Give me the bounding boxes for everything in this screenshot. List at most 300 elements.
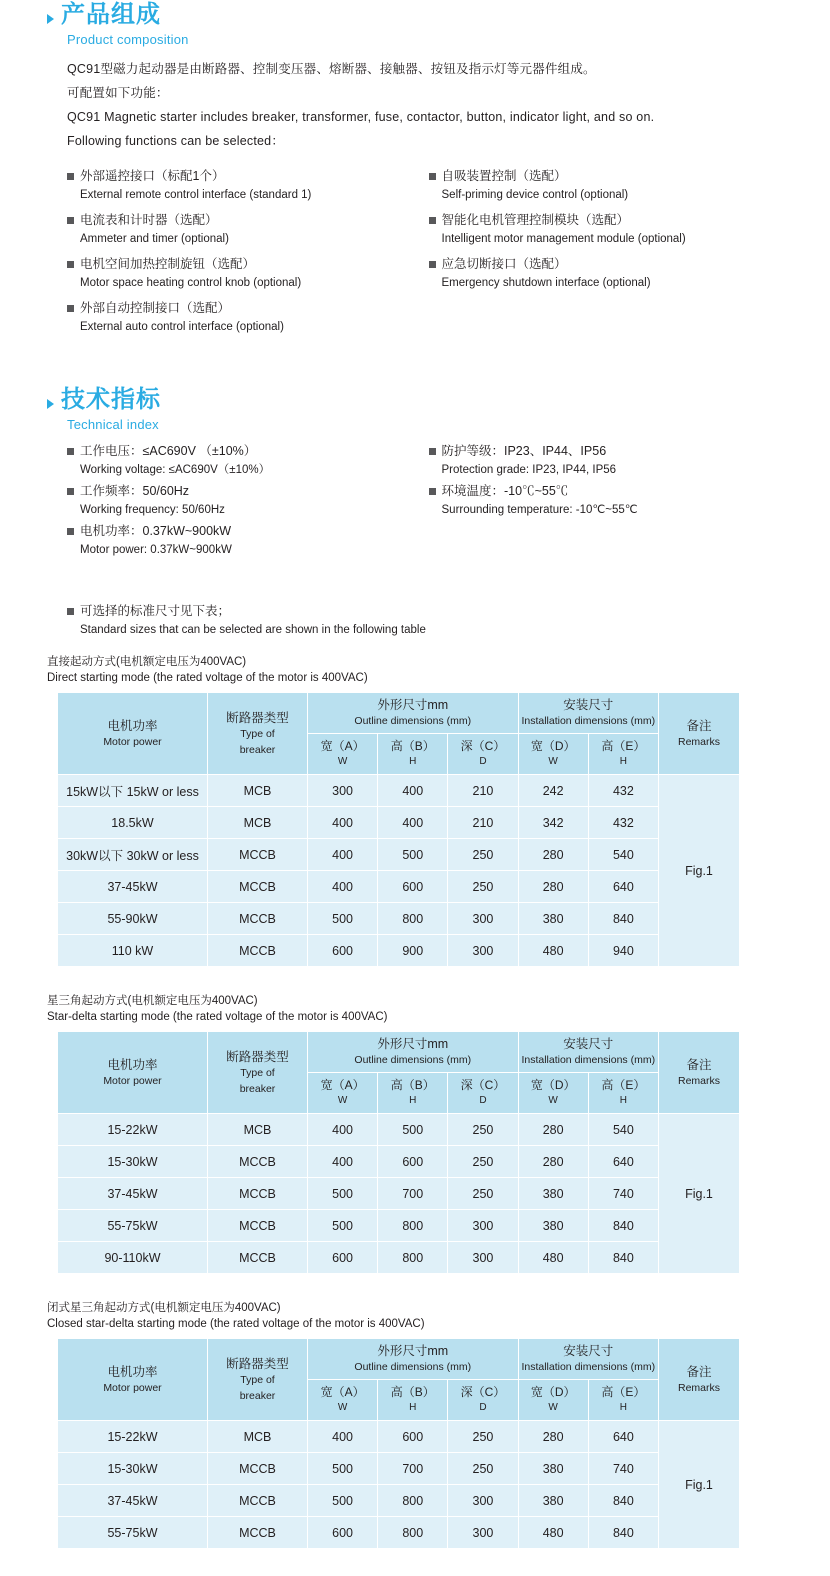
cell-height-b: 800 <box>378 1485 448 1517</box>
cell-depth-c: 210 <box>448 775 518 807</box>
header-cn: 备注 <box>686 1057 712 1072</box>
subheader-en: W <box>548 756 558 767</box>
cell-power: 15-30kW <box>58 1146 208 1178</box>
cell-height-b: 600 <box>378 871 448 903</box>
tech-column-left <box>67 442 429 562</box>
cell-height-e: 940 <box>588 935 658 967</box>
square-bullet-icon <box>67 488 74 495</box>
cell-power: 110 kW <box>58 935 208 967</box>
cell-power: 15-22kW <box>58 1114 208 1146</box>
table-row <box>58 1485 740 1517</box>
square-bullet-icon <box>67 528 74 535</box>
cell-breaker: MCCB <box>208 1453 308 1485</box>
header-remarks <box>659 1032 740 1114</box>
section-title-en: Product composition <box>67 32 189 47</box>
table-caption-cn: 直接起动方式(电机额定电压为400VAC) <box>47 656 247 668</box>
table-header-row <box>58 1339 740 1380</box>
subheader-en: H <box>619 1095 627 1106</box>
note-label-cn: 可选择的标准尺寸见下表； <box>80 604 231 618</box>
tech-label-cn: 工作频率：50/60Hz <box>80 484 190 498</box>
table-row <box>58 1114 740 1146</box>
subheader-cn: 高（E） <box>601 739 646 753</box>
note-cn-row <box>67 602 830 621</box>
cell-breaker: MCCB <box>208 839 308 871</box>
subheader-en: H <box>619 1402 627 1413</box>
table-block-direct-start <box>47 654 790 967</box>
section-technical-index <box>47 385 790 562</box>
tech-list <box>67 442 790 562</box>
tech-column-right <box>429 442 791 562</box>
feature-item <box>67 167 429 205</box>
cell-remark: Fig.1 <box>659 775 740 967</box>
cell-width-d: 280 <box>518 871 588 903</box>
feature-item <box>429 255 791 293</box>
note-label-en: Standard sizes that can be selected are shown in the following table <box>80 624 426 636</box>
header-en: Type of <box>240 727 275 740</box>
feature-label-cn: 外部自动控制接口（选配） <box>80 301 231 315</box>
cell-breaker: MCB <box>208 775 308 807</box>
feature-label-en: External auto control interface (optional) <box>80 321 284 333</box>
header-en: Outline dimensions (mm) <box>354 715 472 727</box>
section-product-composition <box>47 0 790 343</box>
sizes-table <box>57 1338 740 1549</box>
header-cn: 安装尺寸 <box>563 698 614 712</box>
header-cn: 电机功率 <box>107 718 158 733</box>
tech-label-en: Working frequency: 50/60Hz <box>80 504 225 516</box>
cell-height-b: 800 <box>378 903 448 935</box>
subheader-en: W <box>337 1095 348 1106</box>
header-outline-dimensions <box>308 1339 519 1380</box>
tech-label-cn-row <box>67 482 429 501</box>
table-row <box>58 807 740 839</box>
cell-power: 37-45kW <box>58 1485 208 1517</box>
subheader-cn: 宽（D） <box>530 739 576 753</box>
subheader-en: W <box>548 1402 558 1413</box>
cell-width-d: 480 <box>518 935 588 967</box>
subheader-cn: 宽（A） <box>320 1385 365 1399</box>
header-remarks <box>659 693 740 775</box>
tech-item <box>67 482 429 520</box>
subheader-en: D <box>479 1402 487 1413</box>
feature-label-en: External remote control interface (standard 1) <box>80 189 312 201</box>
feature-label-cn-row <box>429 211 791 230</box>
cell-power: 55-75kW <box>58 1517 208 1549</box>
cell-width-d: 380 <box>518 1485 588 1517</box>
header-en: Type of <box>240 1066 275 1079</box>
cell-width-d: 380 <box>518 903 588 935</box>
header-en: Remarks <box>677 1381 720 1394</box>
cell-height-b: 800 <box>378 1242 448 1274</box>
feature-label-cn-row <box>429 255 791 274</box>
section-heading <box>47 385 790 415</box>
cell-height-e: 640 <box>588 1421 658 1453</box>
cell-breaker: MCCB <box>208 1178 308 1210</box>
header-motor-power <box>58 1339 208 1421</box>
cell-height-b: 800 <box>378 1517 448 1549</box>
cell-height-e: 840 <box>588 903 658 935</box>
header-remarks <box>659 1339 740 1421</box>
header-cn: 安装尺寸 <box>563 1344 614 1358</box>
table-row <box>58 903 740 935</box>
cell-height-b: 500 <box>378 839 448 871</box>
header-motor-power <box>58 1032 208 1114</box>
cell-height-e: 432 <box>588 775 658 807</box>
square-bullet-icon <box>67 448 74 455</box>
cell-power: 55-75kW <box>58 1210 208 1242</box>
cell-height-e: 432 <box>588 807 658 839</box>
header-cn: 断路器类型 <box>226 1049 289 1064</box>
subheader-cn: 高（B） <box>390 739 435 753</box>
cell-height-e: 640 <box>588 1146 658 1178</box>
header-en: Motor power <box>103 1381 162 1394</box>
table-caption-en: Star-delta starting mode (the rated voltage of the motor is 400VAC) <box>47 1011 388 1023</box>
table-row <box>58 775 740 807</box>
cell-width-a: 600 <box>308 1517 378 1549</box>
cell-height-b: 500 <box>378 1114 448 1146</box>
cell-power: 90-110kW <box>58 1242 208 1274</box>
feature-label-cn: 智能化电机管理控制模块（选配） <box>441 213 630 227</box>
header-height-b <box>378 1380 448 1421</box>
cell-breaker: MCCB <box>208 903 308 935</box>
feature-label-cn: 电流表和计时器（选配） <box>80 213 218 227</box>
header-cn: 外形尺寸mm <box>377 1037 449 1051</box>
intro-paragraphs <box>67 57 790 153</box>
subheader-cn: 深（C） <box>460 1385 506 1399</box>
cell-width-a: 400 <box>308 871 378 903</box>
feature-item <box>67 255 429 293</box>
cell-height-b: 600 <box>378 1421 448 1453</box>
header-en: Installation dimensions (mm) <box>521 715 656 727</box>
tech-item <box>429 482 791 520</box>
cell-breaker: MCCB <box>208 1517 308 1549</box>
tech-label-cn-row <box>429 482 791 501</box>
subheader-cn: 高（B） <box>390 1385 435 1399</box>
cell-height-b: 700 <box>378 1453 448 1485</box>
feature-label-en: Self-priming device control (optional) <box>441 189 629 201</box>
header-width-a <box>308 1380 378 1421</box>
tech-label-cn: 环境温度：-10℃~55℃ <box>441 484 569 498</box>
cell-depth-c: 300 <box>448 903 518 935</box>
subheader-cn: 宽（D） <box>530 1078 576 1092</box>
paragraph: QC91 Magnetic starter includes breaker, transformer, fuse, contactor, button, indicator light, and so on. <box>67 110 655 124</box>
cell-height-b: 800 <box>378 1210 448 1242</box>
feature-label-cn: 应急切断接口（选配） <box>441 257 567 271</box>
table-row <box>58 1146 740 1178</box>
cell-breaker: MCCB <box>208 1485 308 1517</box>
header-height-e <box>588 1073 658 1114</box>
cell-width-a: 600 <box>308 1242 378 1274</box>
square-bullet-icon <box>429 173 436 180</box>
sizes-table <box>57 692 740 967</box>
header-en: Motor power <box>103 735 162 748</box>
cell-width-a: 600 <box>308 935 378 967</box>
cell-height-e: 840 <box>588 1210 658 1242</box>
feature-label-en: Ammeter and timer (optional) <box>80 233 229 245</box>
cell-width-a: 500 <box>308 1453 378 1485</box>
tech-label-en: Working voltage: ≤AC690V（±10%） <box>80 464 271 476</box>
cell-breaker: MCCB <box>208 1146 308 1178</box>
cell-width-d: 480 <box>518 1242 588 1274</box>
feature-label-cn-row <box>429 167 791 186</box>
header-width-d <box>518 1073 588 1114</box>
cell-power: 15-22kW <box>58 1421 208 1453</box>
cell-depth-c: 210 <box>448 807 518 839</box>
cell-width-a: 500 <box>308 1210 378 1242</box>
header-en: Outline dimensions (mm) <box>354 1054 472 1066</box>
cell-height-e: 740 <box>588 1453 658 1485</box>
header-install-dimensions <box>518 1339 658 1380</box>
cell-power: 37-45kW <box>58 871 208 903</box>
tech-label-cn: 工作电压：≤AC690V （±10%） <box>80 444 257 458</box>
cell-width-a: 300 <box>308 775 378 807</box>
cell-height-b: 900 <box>378 935 448 967</box>
header-install-dimensions <box>518 693 658 734</box>
cell-width-d: 480 <box>518 1517 588 1549</box>
cell-height-e: 840 <box>588 1485 658 1517</box>
table-caption-cn: 闭式星三角起动方式(电机额定电压为400VAC) <box>47 1302 281 1314</box>
subheader-en: H <box>409 756 417 767</box>
cell-height-e: 840 <box>588 1242 658 1274</box>
subheader-en: D <box>479 1095 487 1106</box>
feature-label-en: Emergency shutdown interface (optional) <box>441 277 651 289</box>
table-block-closed-star-delta <box>47 1300 790 1549</box>
square-bullet-icon <box>429 217 436 224</box>
subheader-cn: 高（E） <box>601 1385 646 1399</box>
cell-depth-c: 300 <box>448 1485 518 1517</box>
table-block-star-delta <box>47 993 790 1274</box>
cell-power: 18.5kW <box>58 807 208 839</box>
header-en: breaker <box>239 743 276 756</box>
header-width-a <box>308 1073 378 1114</box>
table-header-row <box>58 693 740 734</box>
cell-breaker: MCB <box>208 1114 308 1146</box>
header-depth-c <box>448 1380 518 1421</box>
cell-height-e: 540 <box>588 1114 658 1146</box>
cell-depth-c: 250 <box>448 839 518 871</box>
cell-depth-c: 300 <box>448 935 518 967</box>
cell-depth-c: 250 <box>448 1178 518 1210</box>
cell-height-b: 400 <box>378 807 448 839</box>
feature-item <box>429 211 791 249</box>
sizes-table <box>57 1031 740 1274</box>
header-cn: 备注 <box>686 718 712 733</box>
header-en: Remarks <box>677 735 720 748</box>
cell-depth-c: 250 <box>448 1146 518 1178</box>
tech-item <box>67 522 429 560</box>
subheader-en: H <box>409 1095 417 1106</box>
paragraph: Following functions can be selected： <box>67 134 285 148</box>
cell-width-d: 280 <box>518 839 588 871</box>
tech-label-cn-row <box>429 442 791 461</box>
header-en: Installation dimensions (mm) <box>521 1361 656 1373</box>
header-cn: 电机功率 <box>107 1364 158 1379</box>
square-bullet-icon <box>67 608 74 615</box>
cell-width-d: 342 <box>518 807 588 839</box>
cell-breaker: MCCB <box>208 871 308 903</box>
square-bullet-icon <box>429 261 436 268</box>
cell-remark: Fig.1 <box>659 1421 740 1549</box>
cell-breaker: MCB <box>208 1421 308 1453</box>
header-width-d <box>518 1380 588 1421</box>
table-caption <box>47 654 790 686</box>
section-title-cn: 技术指标 <box>61 386 161 413</box>
cell-width-a: 400 <box>308 1114 378 1146</box>
subheader-cn: 高（B） <box>390 1078 435 1092</box>
header-cn: 断路器类型 <box>226 710 289 725</box>
subheader-en: W <box>548 1095 558 1106</box>
cell-height-b: 700 <box>378 1178 448 1210</box>
table-caption-en: Direct starting mode (the rated voltage of the motor is 400VAC) <box>47 672 368 684</box>
square-bullet-icon <box>67 261 74 268</box>
feature-list <box>67 167 790 343</box>
header-en: Remarks <box>677 1074 720 1087</box>
cell-depth-c: 300 <box>448 1517 518 1549</box>
subheader-cn: 深（C） <box>460 1078 506 1092</box>
feature-label-cn-row <box>67 255 429 274</box>
header-cn: 备注 <box>686 1364 712 1379</box>
table-row <box>58 839 740 871</box>
subheader-cn: 宽（D） <box>530 1385 576 1399</box>
cell-height-e: 540 <box>588 839 658 871</box>
table-caption <box>47 993 790 1025</box>
subheader-en: W <box>337 756 348 767</box>
cell-height-b: 600 <box>378 1146 448 1178</box>
header-depth-c <box>448 734 518 775</box>
cell-power: 37-45kW <box>58 1178 208 1210</box>
header-en: breaker <box>239 1082 276 1095</box>
tech-label-cn: 防护等级：IP23、IP44、IP56 <box>441 444 607 458</box>
header-en: Installation dimensions (mm) <box>521 1054 656 1066</box>
tech-label-en: Surrounding temperature: -10℃~55℃ <box>441 504 638 516</box>
feature-item <box>429 167 791 205</box>
cell-width-d: 380 <box>518 1453 588 1485</box>
cell-depth-c: 300 <box>448 1242 518 1274</box>
cell-breaker: MCCB <box>208 1242 308 1274</box>
cell-power: 15-30kW <box>58 1453 208 1485</box>
header-depth-c <box>448 1073 518 1114</box>
header-breaker-type <box>208 1339 308 1421</box>
header-outline-dimensions <box>308 1032 519 1073</box>
table-row <box>58 935 740 967</box>
header-width-a <box>308 734 378 775</box>
tech-label-en: Motor power: 0.37kW~900kW <box>80 544 232 556</box>
square-bullet-icon <box>429 448 436 455</box>
header-cn: 安装尺寸 <box>563 1037 614 1051</box>
subheader-en: D <box>479 756 487 767</box>
tech-item <box>67 442 429 480</box>
table-row <box>58 1210 740 1242</box>
cell-depth-c: 250 <box>448 871 518 903</box>
cell-width-d: 380 <box>518 1178 588 1210</box>
table-row <box>58 1453 740 1485</box>
tech-label-cn-row <box>67 522 429 541</box>
cell-remark: Fig.1 <box>659 1114 740 1274</box>
cell-width-d: 280 <box>518 1114 588 1146</box>
feature-item <box>67 299 429 337</box>
cell-width-d: 242 <box>518 775 588 807</box>
table-row <box>58 1517 740 1549</box>
header-cn: 外形尺寸mm <box>377 698 449 712</box>
cell-width-a: 400 <box>308 1146 378 1178</box>
cell-width-a: 500 <box>308 903 378 935</box>
tech-label-cn: 电机功率：0.37kW~900kW <box>80 524 232 538</box>
square-bullet-icon <box>67 173 74 180</box>
feature-label-cn: 电机空间加热控制旋钮（选配） <box>80 257 256 271</box>
header-cn: 外形尺寸mm <box>377 1344 449 1358</box>
cell-width-a: 500 <box>308 1178 378 1210</box>
header-height-e <box>588 734 658 775</box>
feature-label-cn-row <box>67 211 429 230</box>
standard-sizes-note <box>67 602 830 640</box>
header-motor-power <box>58 693 208 775</box>
header-height-b <box>378 1073 448 1114</box>
subheader-cn: 宽（A） <box>320 1078 365 1092</box>
cell-height-e: 740 <box>588 1178 658 1210</box>
square-bullet-icon <box>67 217 74 224</box>
header-outline-dimensions <box>308 693 519 734</box>
paragraph: QC91型磁力起动器是由断路器、控制变压器、熔断器、接触器、按钮及指示灯等元器件组成。 <box>67 62 596 76</box>
cell-depth-c: 250 <box>448 1421 518 1453</box>
cell-depth-c: 250 <box>448 1114 518 1146</box>
feature-column-left <box>67 167 429 343</box>
cell-height-e: 840 <box>588 1517 658 1549</box>
cell-depth-c: 250 <box>448 1453 518 1485</box>
table-row <box>58 1242 740 1274</box>
header-cn: 电机功率 <box>107 1057 158 1072</box>
feature-item <box>67 211 429 249</box>
cell-width-a: 400 <box>308 1421 378 1453</box>
cell-depth-c: 300 <box>448 1210 518 1242</box>
cell-width-d: 280 <box>518 1146 588 1178</box>
cell-power: 55-90kW <box>58 903 208 935</box>
cell-breaker: MCCB <box>208 1210 308 1242</box>
triangle-bullet-icon <box>47 14 54 24</box>
subheader-en: H <box>619 756 627 767</box>
header-width-d <box>518 734 588 775</box>
header-en: Outline dimensions (mm) <box>354 1361 472 1373</box>
subheader-en: H <box>409 1402 417 1413</box>
cell-width-d: 380 <box>518 1210 588 1242</box>
section-title-cn: 产品组成 <box>61 1 161 28</box>
header-cn: 断路器类型 <box>226 1356 289 1371</box>
cell-breaker: MCB <box>208 807 308 839</box>
header-height-e <box>588 1380 658 1421</box>
table-caption <box>47 1300 790 1332</box>
feature-label-cn: 外部遥控接口（标配1个） <box>80 169 225 183</box>
header-en: Motor power <box>103 1074 162 1087</box>
cell-power: 30kW以下 30kW or less <box>58 839 208 871</box>
tech-label-en: Protection grade: IP23, IP44, IP56 <box>441 464 617 476</box>
header-breaker-type <box>208 1032 308 1114</box>
header-install-dimensions <box>518 1032 658 1073</box>
header-height-b <box>378 734 448 775</box>
tech-item <box>429 442 791 480</box>
cell-height-e: 640 <box>588 871 658 903</box>
cell-width-d: 280 <box>518 1421 588 1453</box>
feature-label-cn: 自吸装置控制（选配） <box>441 169 567 183</box>
header-en: breaker <box>239 1389 276 1402</box>
triangle-bullet-icon <box>47 399 54 409</box>
subheader-cn: 深（C） <box>460 739 506 753</box>
subheader-en: W <box>337 1402 348 1413</box>
square-bullet-icon <box>429 488 436 495</box>
feature-label-en: Intelligent motor management module (optional) <box>441 233 686 245</box>
feature-label-cn-row <box>67 167 429 186</box>
header-breaker-type <box>208 693 308 775</box>
section-title-en: Technical index <box>67 417 159 432</box>
cell-breaker: MCCB <box>208 935 308 967</box>
paragraph: 可配置如下功能： <box>67 86 169 100</box>
